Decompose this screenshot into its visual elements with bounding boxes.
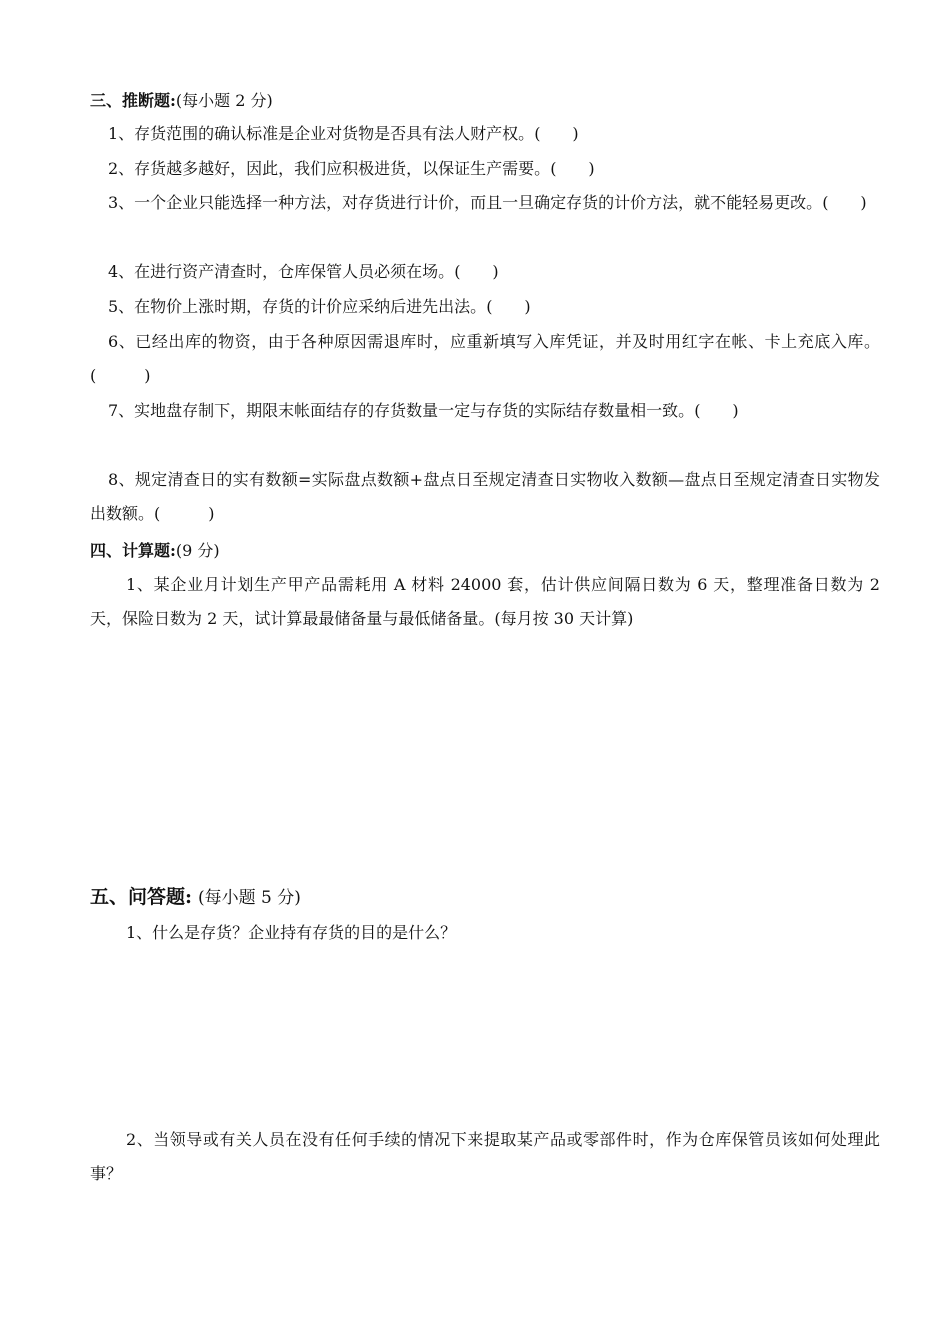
item-text: 1、某企业月计划生产甲产品需耗用 A 材料 24000 套，估计供应间隔日数为 6 天，整理准备日数为 2 天，保险日数为 2 天，试计算最最储备量与最低储备量。(每月按 30 天计算) [90, 575, 880, 628]
section-5-heading [90, 885, 301, 910]
section-5-title: 五、问答题: [90, 886, 193, 908]
answer-blank: ( ) [90, 366, 151, 385]
section-3-note: (每小题 2 分) [175, 91, 273, 110]
item-text: 5、在物价上涨时期，存货的计价应采纳后进先出法。 [108, 297, 487, 316]
section-5-note: (每小题 5 分) [198, 888, 301, 908]
item-text: 1、存货范围的确认标准是企业对货物是否具有法人财产权。 [108, 124, 535, 143]
answer-blank: ( ) [694, 401, 739, 420]
answer-blank: ( ) [154, 504, 215, 523]
section-3-title: 三、推断题: [90, 91, 176, 110]
section-4-heading [90, 541, 220, 561]
item-text: 4、在进行资产清查时，仓库保管人员必须在场。 [108, 262, 455, 281]
judgement-item-1 [90, 117, 880, 151]
judgement-item-2 [90, 152, 880, 186]
judgement-item-5 [90, 290, 880, 324]
question-item-2 [90, 1123, 880, 1191]
section-4-note: (9 分) [175, 541, 220, 560]
calculation-item-1 [90, 568, 880, 636]
section-3-heading [90, 91, 273, 111]
answer-blank: ( ) [454, 262, 499, 281]
answer-blank: ( ) [550, 159, 595, 178]
judgement-item-8 [90, 463, 880, 531]
judgement-item-4 [90, 255, 880, 289]
answer-blank: ( ) [534, 124, 579, 143]
item-text: 8、规定清查日的实有数额=实际盘点数额+盘点日至规定清查日实物收入数额—盘点日至规定清查日实物发出数额。 [90, 470, 880, 523]
judgement-item-7 [90, 394, 880, 428]
item-text: 2、存货越多越好，因此，我们应积极进货，以保证生产需要。 [108, 159, 551, 178]
section-4-title: 四、计算题: [90, 541, 176, 560]
item-text: 2、当领导或有关人员在没有任何手续的情况下来提取某产品或零部件时，作为仓库保管员该如何处理此事？ [90, 1130, 880, 1183]
answer-blank: ( ) [822, 193, 867, 212]
answer-blank: ( ) [486, 297, 531, 316]
item-text: 7、实地盘存制下，期限末帐面结存的存货数量一定与存货的实际结存数量相一致。 [108, 401, 695, 420]
item-text: 1、什么是存货？企业持有存货的目的是什么？ [126, 923, 457, 942]
judgement-item-6 [90, 325, 880, 393]
question-item-1 [90, 916, 880, 950]
item-text: 3、一个企业只能选择一种方法，对存货进行计价，而且一旦确定存货的计价方法，就不能轻易更改。 [108, 193, 823, 212]
item-text: 6、已经出库的物资，由于各种原因需退库时，应重新填写入库凭证，并及时用红字在帐、卡上充底入库。 [108, 332, 880, 351]
judgement-item-3 [90, 186, 880, 220]
